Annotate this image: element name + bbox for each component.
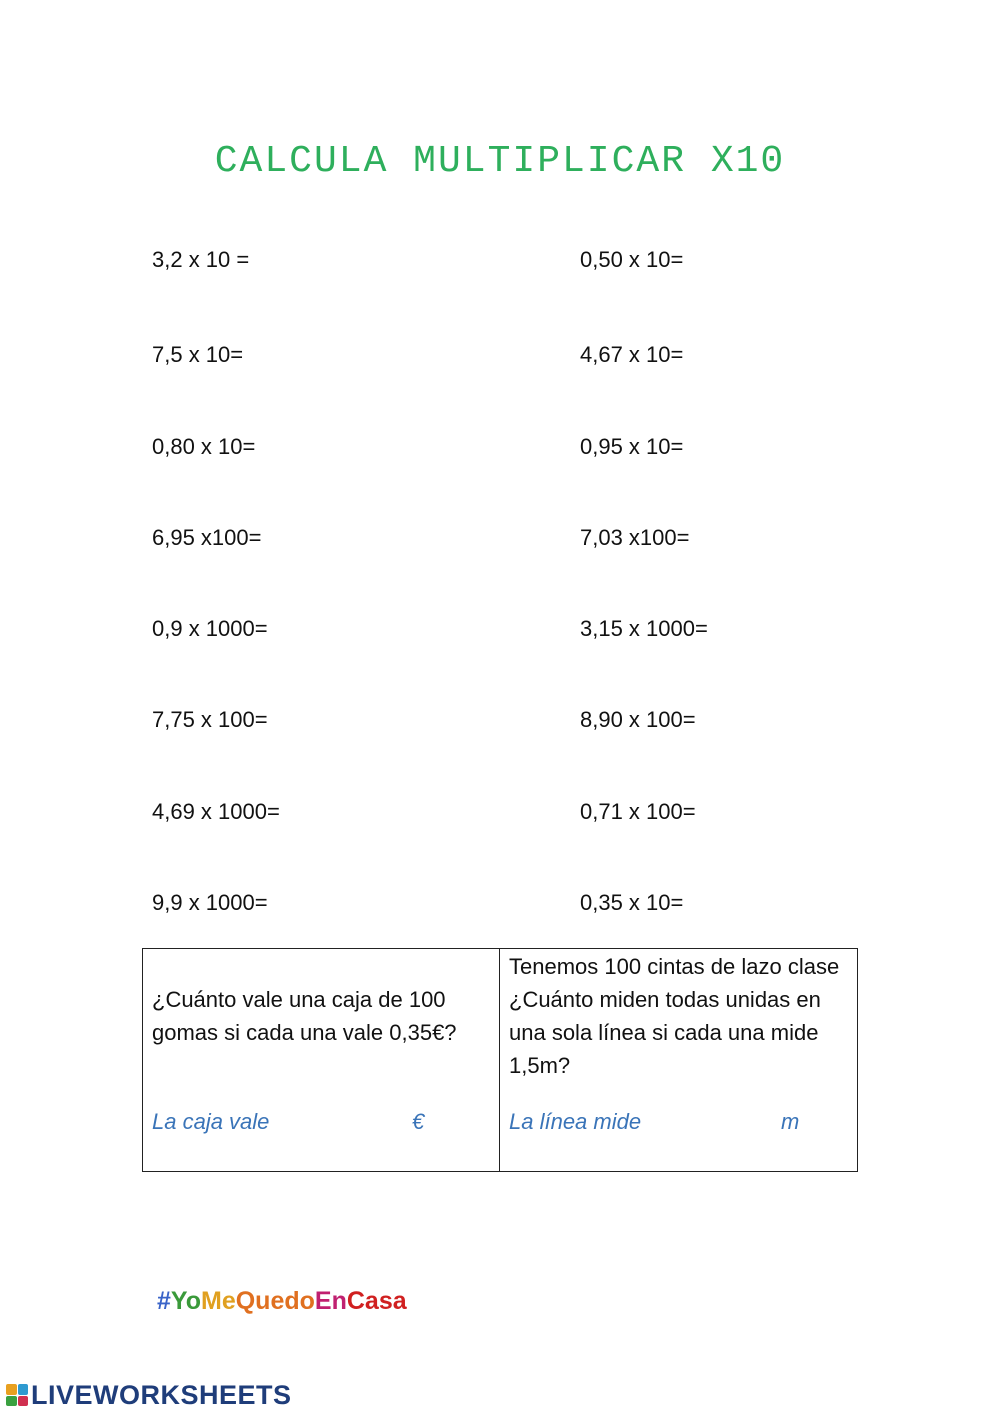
- problem-left-7: 4,69 x 1000=: [152, 799, 280, 824]
- word-problem-question: ¿Cuánto vale una caja de 100 gomas si cada una vale 0,35€?: [152, 987, 457, 1045]
- hashtag-yomequedoencasa: [157, 1287, 407, 1316]
- problem-left-6: 7,75 x 100=: [152, 707, 268, 732]
- page-title: CALCULA MULTIPLICAR X10: [214, 140, 786, 183]
- answer-unit: m: [781, 1109, 800, 1134]
- word-problems-table: [142, 948, 858, 1172]
- word-problem-box-left: [143, 949, 500, 1171]
- answer-label: La línea mide: [509, 1109, 642, 1134]
- logo-square: [6, 1384, 17, 1395]
- problem-left-4: 6,95 x100=: [152, 525, 262, 550]
- problem-left-2: 7,5 x 10=: [152, 342, 244, 367]
- problem-right-2: 4,67 x 10=: [580, 342, 684, 367]
- problem-left-8: 9,9 x 1000=: [152, 890, 268, 915]
- problem-right-3: 0,95 x 10=: [580, 434, 684, 459]
- logo-square: [18, 1384, 29, 1395]
- problem-right-5: 3,15 x 1000=: [580, 616, 708, 641]
- problem-right-1: 0,50 x 10=: [580, 247, 684, 272]
- answer-label: La caja vale: [152, 1109, 270, 1134]
- problem-right-6: 8,90 x 100=: [580, 707, 696, 732]
- hashtag-part: Me: [201, 1287, 236, 1315]
- word-problem-box-right: [500, 949, 857, 1171]
- problem-left-3: 0,80 x 10=: [152, 434, 256, 459]
- problem-right-7: 0,71 x 100=: [580, 799, 696, 824]
- problem-left-1: 3,2 x 10 =: [152, 247, 250, 272]
- logo-square: [6, 1396, 17, 1407]
- hashtag-part: Casa: [346, 1287, 407, 1315]
- hashtag-part: #: [157, 1287, 171, 1315]
- problem-right-4: 7,03 x100=: [580, 525, 690, 550]
- problem-left-5: 0,9 x 1000=: [152, 616, 268, 641]
- hashtag-part: Yo: [170, 1287, 201, 1315]
- problem-right-8: 0,35 x 10=: [580, 890, 684, 915]
- hashtag-part: En: [314, 1287, 347, 1315]
- hashtag-part: Quedo: [235, 1287, 315, 1315]
- word-problem-question: Tenemos 100 cintas de lazo clase ¿Cuánto miden todas unidas en una sola línea si cada una mide 1,5m?: [509, 954, 840, 1078]
- answer-unit: €: [412, 1109, 425, 1134]
- liveworksheets-icon: [6, 1384, 28, 1406]
- logo-square: [18, 1396, 29, 1407]
- liveworksheets-logo[interactable]: [6, 1381, 292, 1409]
- logo-text: LIVEWORKSHEETS: [31, 1379, 292, 1410]
